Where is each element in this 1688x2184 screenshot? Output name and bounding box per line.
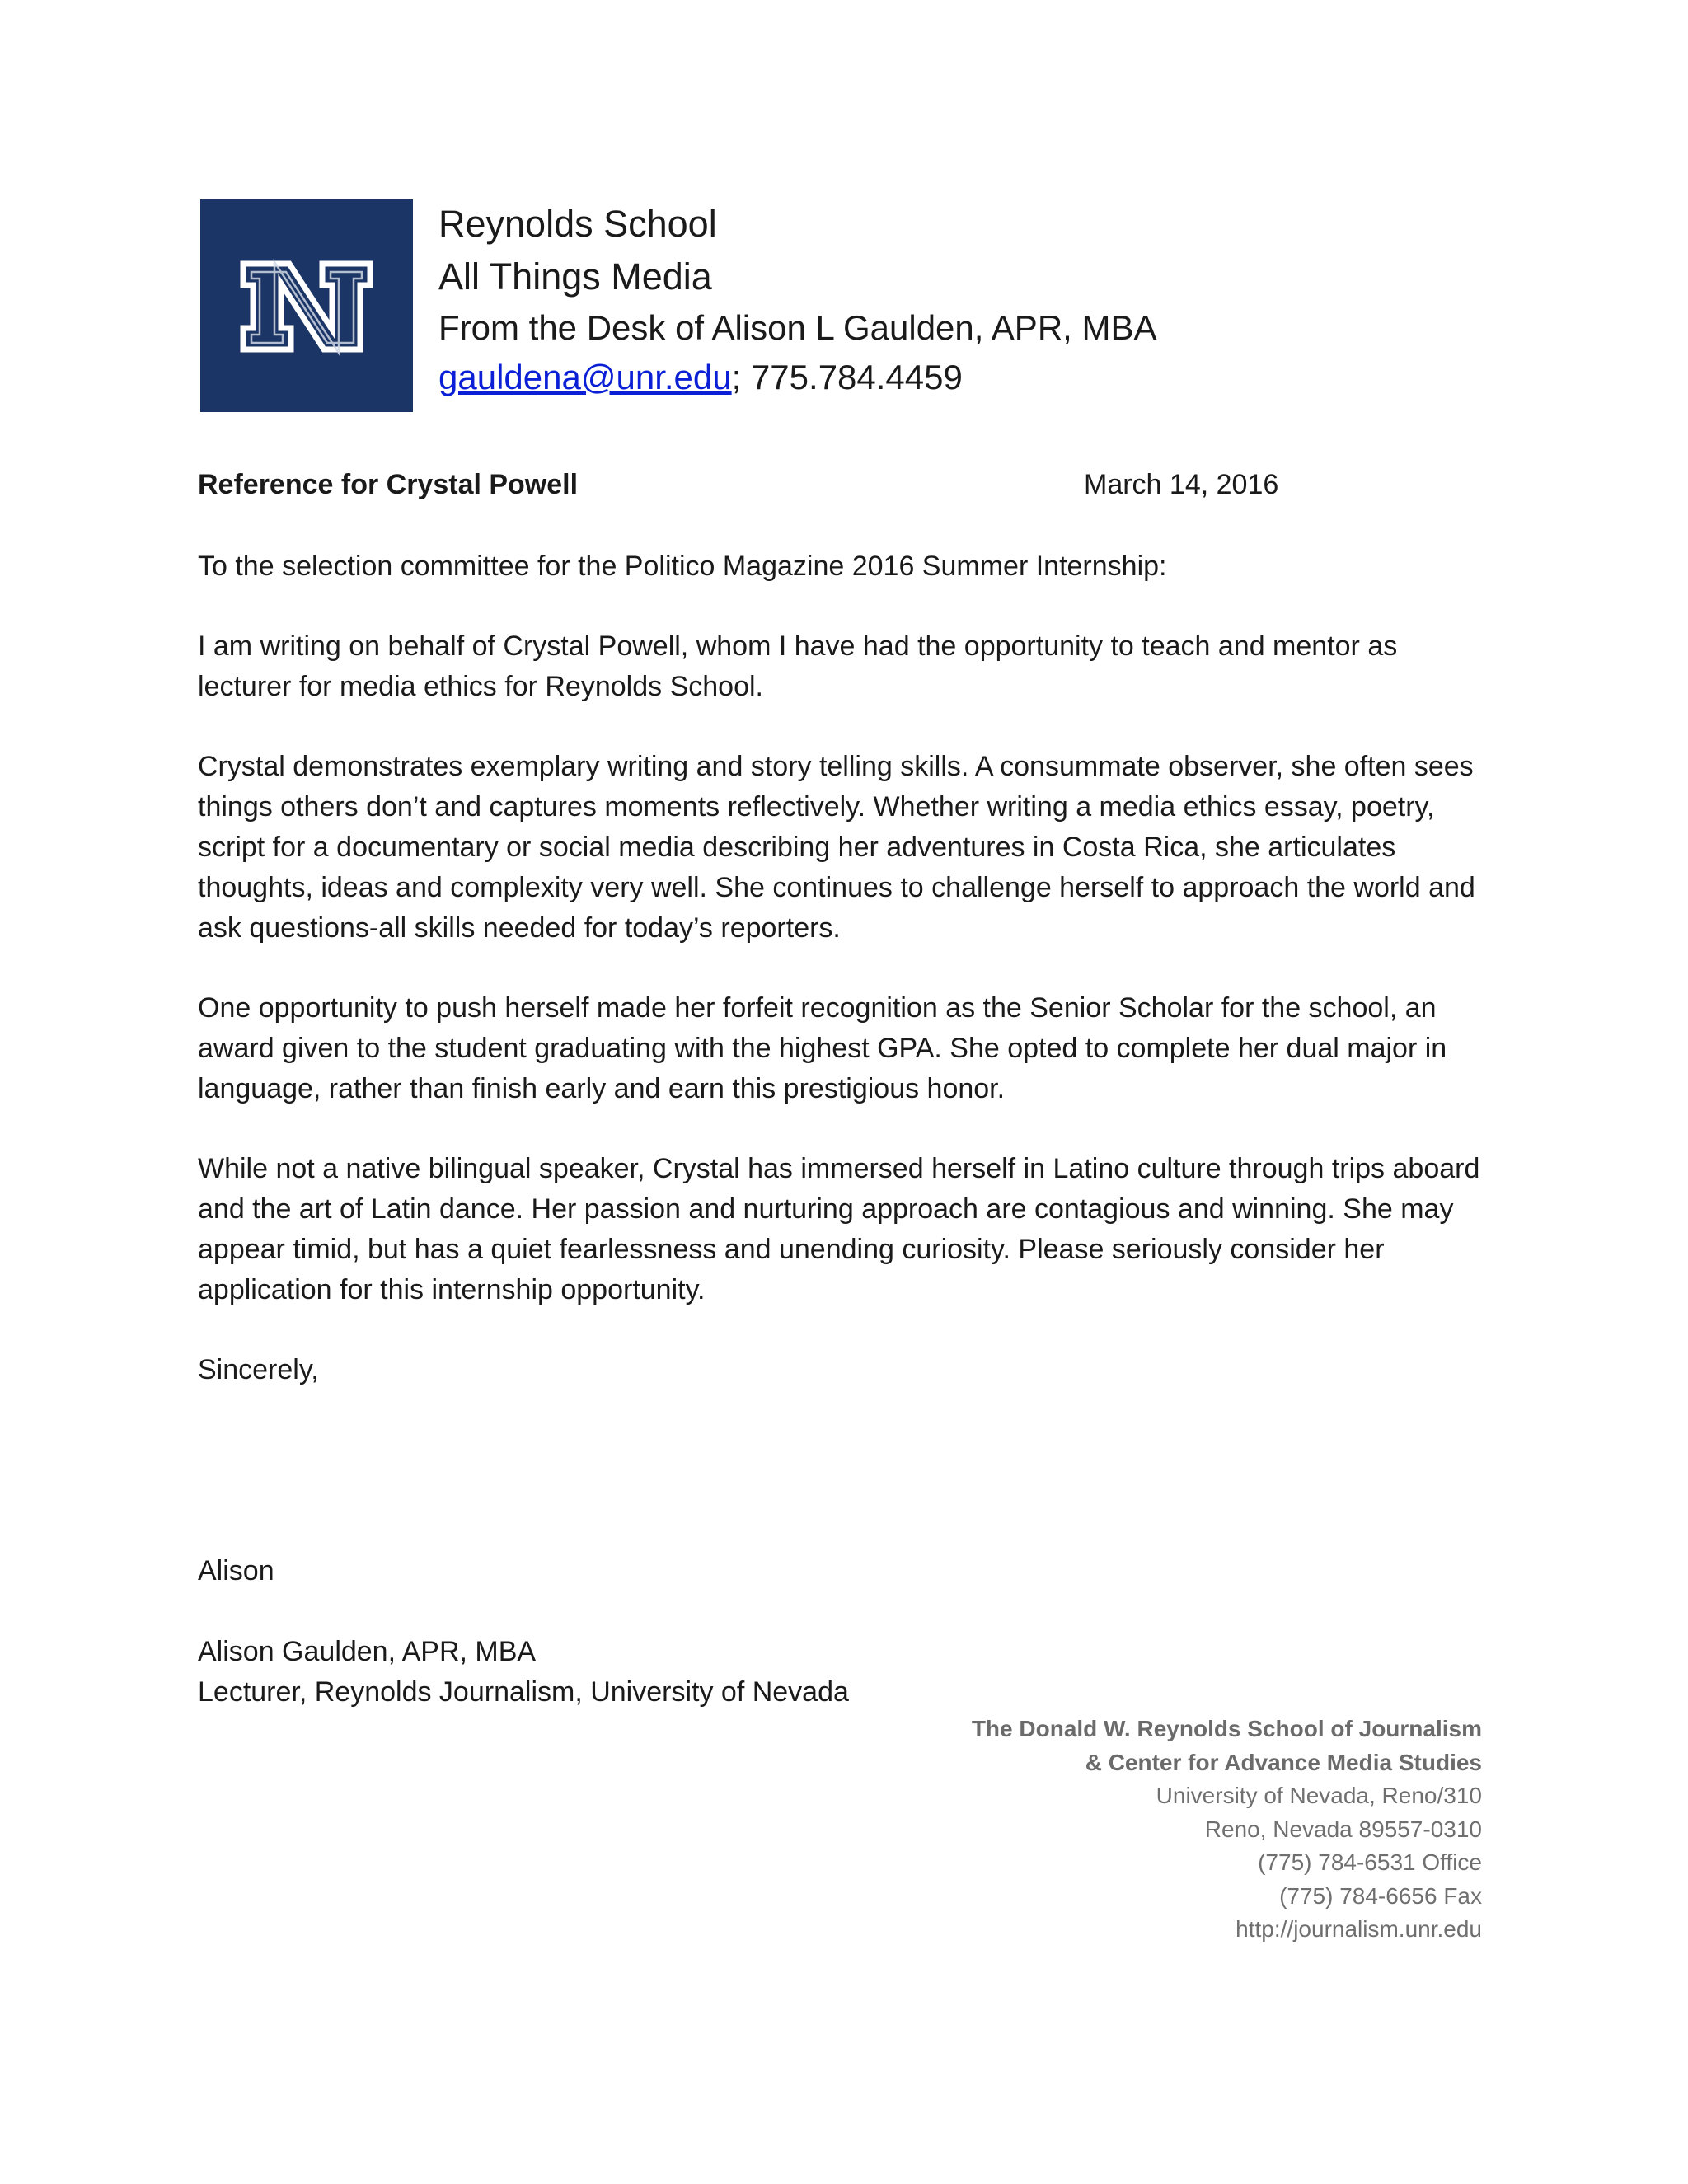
paragraph-culture: While not a native bilingual speaker, Crystal has immersed herself in Latino culture through trips aboard and the art of Latin dance. Her passion and nurturing approach are contagious and winning. She may appear timid, but has a quiet fearlessness and unending curiosity. Please seriously consider her application for this internship opportunity. [198, 1153, 1480, 1305]
footer-office-phone: (775) 784-6531 Office [1258, 1849, 1482, 1875]
footer-city: Reno, Nevada 89557-0310 [1204, 1816, 1482, 1842]
signature-title: Lecturer, Reynolds Journalism, University of Nevada [198, 1676, 849, 1708]
paragraph-opportunity: One opportunity to push herself made her forfeit recognition as the Senior Scholar for the school, an award given to the student graduating with the highest GPA. She opted to complete her dual major in language, rather than finish early and earn this prestigious honor. [198, 992, 1447, 1104]
letter-date: March 14, 2016 [1084, 469, 1279, 500]
school-name: Reynolds School [438, 203, 717, 245]
paragraph-skills: Crystal demonstrates exemplary writing and story telling skills. A consummate observer, she often sees things others don’t and captures moments reflectively. Whether writing a media ethics essay, poetry, script for a documentary or social media describing her adventures in Costa Rica, she articulates thoughts, ideas and complexity very well. She continues to challenge herself to approach the world and ask questions-all skills needed for today’s reporters. [198, 751, 1475, 944]
signature-full-name: Alison Gaulden, APR, MBA [198, 1636, 537, 1667]
subject-line: Reference for Crystal Powell [198, 469, 579, 500]
footer-website[interactable]: http://journalism.unr.edu [1236, 1916, 1482, 1942]
from-desk-line: From the Desk of Alison L Gaulden, APR, MBA [438, 308, 1157, 347]
footer-address [972, 1713, 1482, 1947]
footer-university: University of Nevada, Reno/310 [1156, 1783, 1482, 1808]
signature-block [198, 1551, 849, 1713]
paragraph-intro: I am writing on behalf of Crystal Powell, whom I have had the opportunity to teach and mentor as lecturer for media ethics for Reynolds School. [198, 630, 1398, 702]
signature-first-name: Alison [198, 1555, 274, 1586]
contact-line [438, 353, 1157, 402]
footer-center: & Center for Advance Media Studies [1085, 1749, 1482, 1775]
school-tagline: All Things Media [438, 255, 712, 298]
letter-body [198, 546, 1484, 1430]
phone-number: ; 775.784.4459 [731, 358, 963, 396]
footer-fax: (775) 784-6656 Fax [1279, 1882, 1482, 1909]
closing: Sincerely, [198, 1354, 319, 1385]
subject-row [198, 466, 1302, 504]
email-link[interactable]: gauldena@unr.edu [438, 358, 732, 396]
footer-school: The Donald W. Reynolds School of Journalism [971, 1716, 1482, 1741]
university-logo [200, 199, 413, 412]
letterhead [438, 198, 1157, 402]
salutation: To the selection committee for the Politico Magazine 2016 Summer Internship: [198, 551, 1167, 582]
block-n-icon [200, 199, 413, 412]
